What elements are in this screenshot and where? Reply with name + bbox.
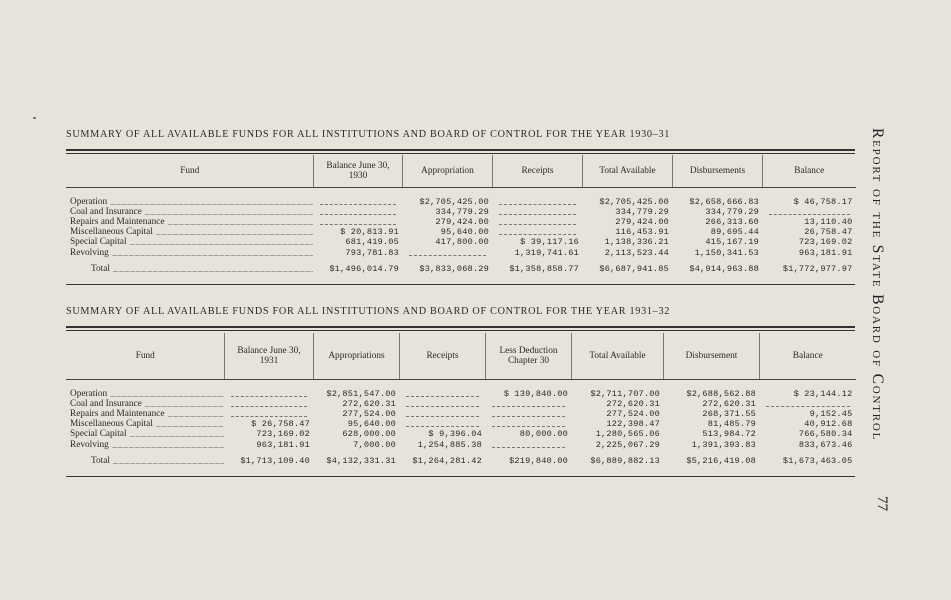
table-row (67, 197, 856, 207)
total-deduction: $219,840.00 (509, 455, 568, 466)
table1-header-row (67, 155, 856, 187)
cell-balance: $ 20,813.91 (340, 227, 399, 238)
cell-balance-end: 723,169.02 (798, 237, 853, 248)
total-row (67, 258, 856, 279)
cell-appropriation: 417,800.00 (435, 237, 489, 248)
cell-balance (314, 217, 403, 227)
cell-receipts (493, 197, 583, 207)
table1-top-rule-thin (66, 153, 855, 154)
table-row (67, 419, 856, 429)
cell-balance-end: $ 46,758.17 (793, 196, 853, 207)
cell-balance (314, 207, 403, 217)
table-row (67, 440, 856, 450)
fund-name: Operation _____ (67, 389, 225, 399)
table-row (67, 237, 856, 247)
cell-deduction (486, 419, 572, 429)
fund-name: Coal and Insurance _____ (67, 399, 225, 409)
cell-total: 116,453.91 (615, 227, 669, 238)
fund-name: Special Capital _____ (67, 429, 225, 439)
total-label: Total _____ (67, 450, 225, 471)
cell-receipts (493, 217, 583, 227)
col-header-appropriations: Appropriations (314, 333, 400, 379)
cell-total: 277,524.00 (606, 408, 660, 419)
total-total-available: $6,687,941.85 (599, 263, 669, 274)
cell-balance: 723,169.02 (256, 429, 310, 440)
cell-appropriation: 272,620.31 (342, 398, 396, 409)
cell-receipts: $ 39,117.16 (520, 237, 579, 248)
cell-total: 279,424.00 (615, 216, 669, 227)
fund-name: Special Capital _____ (67, 237, 314, 247)
total-balance: $1,713,109.40 (240, 455, 310, 466)
cell-balance-end: 9,152.45 (809, 408, 853, 419)
cell-disbursements: 89,695.44 (710, 227, 759, 238)
cell-deduction: $ 139,840.00 (503, 388, 568, 399)
fund-name: Revolving _____ (67, 440, 225, 450)
cell-appropriation: 334,779.29 (435, 206, 489, 217)
cell-receipts (400, 399, 486, 409)
cell-total: 334,779.29 (615, 206, 669, 217)
col-header-fund: Fund (67, 333, 225, 379)
table2-top-rule-thin (66, 330, 855, 331)
ink-speck (33, 117, 36, 119)
page-number: 77 (874, 496, 890, 511)
total-appropriation: $4,132,331.31 (326, 455, 396, 466)
cell-deduction (486, 399, 572, 409)
cell-appropriation: $2,851,547.00 (326, 388, 396, 399)
total-balance-end: $1,673,463.05 (782, 455, 853, 466)
table1-title: SUMMARY OF ALL AVAILABLE FUNDS FOR ALL INSTITUTIONS AND BOARD OF CONTROL FOR THE YEAR 1930–31 (66, 129, 671, 140)
cell-balance: $ 26,758.47 (251, 419, 310, 430)
total-balance-end: $1,772,977.97 (782, 263, 853, 274)
table-row (67, 409, 856, 419)
col-header-balance-end: Balance (763, 155, 856, 187)
fund-name: Coal and Insurance _____ (67, 207, 314, 217)
table-row (67, 217, 856, 227)
col-header-balance-end: Balance (760, 333, 856, 379)
table-row (67, 227, 856, 237)
fund-name: Revolving _____ (67, 248, 314, 258)
fund-name: Miscellaneous Capital _____ (67, 419, 225, 429)
table2 (66, 333, 856, 471)
cell-appropriation: $2,705,425.00 (419, 196, 489, 207)
cell-appropriation: 277,524.00 (342, 408, 396, 419)
total-balance: $1,496,014.79 (329, 263, 399, 274)
total-receipts: $1,358,858.77 (509, 263, 579, 274)
fund-name: Repairs and Maintenance _____ (67, 217, 314, 227)
cell-total: 1,280,565.06 (595, 429, 660, 440)
table-row (67, 429, 856, 439)
cell-balance-end: 766,580.34 (798, 429, 853, 440)
table-row (67, 248, 856, 258)
cell-appropriation: 95,640.00 (440, 227, 489, 238)
cell-appropriation: 7,000.00 (353, 439, 396, 450)
cell-disbursements: 266,313.60 (705, 216, 759, 227)
cell-balance-end (760, 399, 856, 409)
total-label: Total _____ (67, 258, 314, 279)
cell-disbursements: 1,150,341.53 (694, 247, 759, 258)
cell-balance: 963,181.91 (256, 439, 310, 450)
col-header-balance-start: Balance June 30, 1930 (314, 155, 403, 187)
cell-total: 2,113,523.44 (604, 247, 669, 258)
cell-deduction: 80,000.00 (519, 429, 568, 440)
cell-balance: 681,419.05 (345, 237, 399, 248)
cell-appropriation: 628,000.00 (342, 429, 396, 440)
cell-total: $2,711,707.00 (590, 388, 660, 399)
cell-balance (225, 409, 314, 419)
cell-total: 122,398.47 (606, 419, 660, 430)
cell-balance-end: $ 23,144.12 (793, 388, 853, 399)
cell-balance-end (763, 207, 856, 217)
cell-receipts: $ 9,396.04 (428, 429, 482, 440)
total-disbursement: $5,216,419.08 (686, 455, 756, 466)
cell-balance-end: 26,758.47 (804, 227, 853, 238)
col-header-fund: Fund (67, 155, 314, 187)
cell-balance (225, 389, 314, 399)
fund-name: Operation _____ (67, 197, 314, 207)
table2-header-row (67, 333, 856, 379)
cell-balance (314, 197, 403, 207)
cell-appropriation: 279,424.00 (435, 216, 489, 227)
table-row (67, 389, 856, 399)
cell-appropriation (403, 248, 493, 258)
cell-balance-end: 833,673.46 (798, 439, 853, 450)
cell-total: 1,138,336.21 (604, 237, 669, 248)
cell-disbursement: $2,688,562.88 (686, 388, 756, 399)
table2-bottom-rule (66, 476, 855, 477)
col-header-receipts: Receipts (493, 155, 583, 187)
cell-disbursements: $2,658,666.83 (689, 196, 759, 207)
cell-disbursement: 272,620.31 (702, 398, 756, 409)
cell-balance-end: 40,912.68 (804, 419, 853, 430)
cell-disbursements: 415,167.19 (705, 237, 759, 248)
cell-balance (225, 399, 314, 409)
cell-disbursements: 334,779.29 (705, 206, 759, 217)
fund-name: Miscellaneous Capital _____ (67, 227, 314, 237)
col-header-disbursement: Disbursement (664, 333, 760, 379)
cell-disbursement: 268,371.55 (702, 408, 756, 419)
cell-appropriation: 95,640.00 (347, 419, 396, 430)
cell-disbursement: 1,391,393.83 (691, 439, 756, 450)
table1-top-rule (66, 149, 855, 151)
table-row (67, 399, 856, 409)
cell-balance-end: 963,181.91 (798, 247, 853, 258)
cell-total: 272,620.31 (606, 398, 660, 409)
cell-balance: 793,781.83 (345, 247, 399, 258)
table-row (67, 207, 856, 217)
cell-balance-end: 13,110.40 (804, 216, 853, 227)
running-header: Report of the State Board of Control (869, 128, 886, 442)
table1 (66, 155, 856, 279)
col-header-deduction: Less Deduction Chapter 30 (486, 333, 572, 379)
cell-disbursement: 513,984.72 (702, 429, 756, 440)
cell-total: $2,705,425.00 (599, 196, 669, 207)
fund-name: Repairs and Maintenance _____ (67, 409, 225, 419)
cell-receipts: 1,254,885.38 (417, 439, 482, 450)
cell-receipts (400, 409, 486, 419)
col-header-receipts: Receipts (400, 333, 486, 379)
cell-receipts (400, 419, 486, 429)
cell-receipts: 1,319,741.61 (514, 247, 579, 258)
cell-deduction (486, 409, 572, 419)
cell-receipts (493, 227, 583, 237)
cell-receipts (400, 389, 486, 399)
cell-total: 2,225,067.29 (595, 439, 660, 450)
total-receipts: $1,264,281.42 (412, 455, 482, 466)
cell-disbursement: 81,485.79 (707, 419, 756, 430)
table2-top-rule (66, 326, 855, 328)
total-total-available: $6,889,882.13 (590, 455, 660, 466)
total-row (67, 450, 856, 471)
col-header-appropriation: Appropriation (403, 155, 493, 187)
cell-receipts (493, 207, 583, 217)
table2-title: SUMMARY OF ALL AVAILABLE FUNDS FOR ALL INSTITUTIONS AND BOARD OF CONTROL FOR THE YEAR 1931–32 (66, 306, 671, 317)
col-header-total-available: Total Available (583, 155, 673, 187)
table1-bottom-rule (66, 284, 855, 285)
cell-deduction (486, 440, 572, 450)
total-disbursements: $4,914,963.88 (689, 263, 759, 274)
col-header-balance-start: Balance June 30, 1931 (225, 333, 314, 379)
col-header-disbursements: Disbursements (673, 155, 763, 187)
total-appropriation: $3,833,068.29 (419, 263, 489, 274)
col-header-total-available: Total Available (572, 333, 664, 379)
